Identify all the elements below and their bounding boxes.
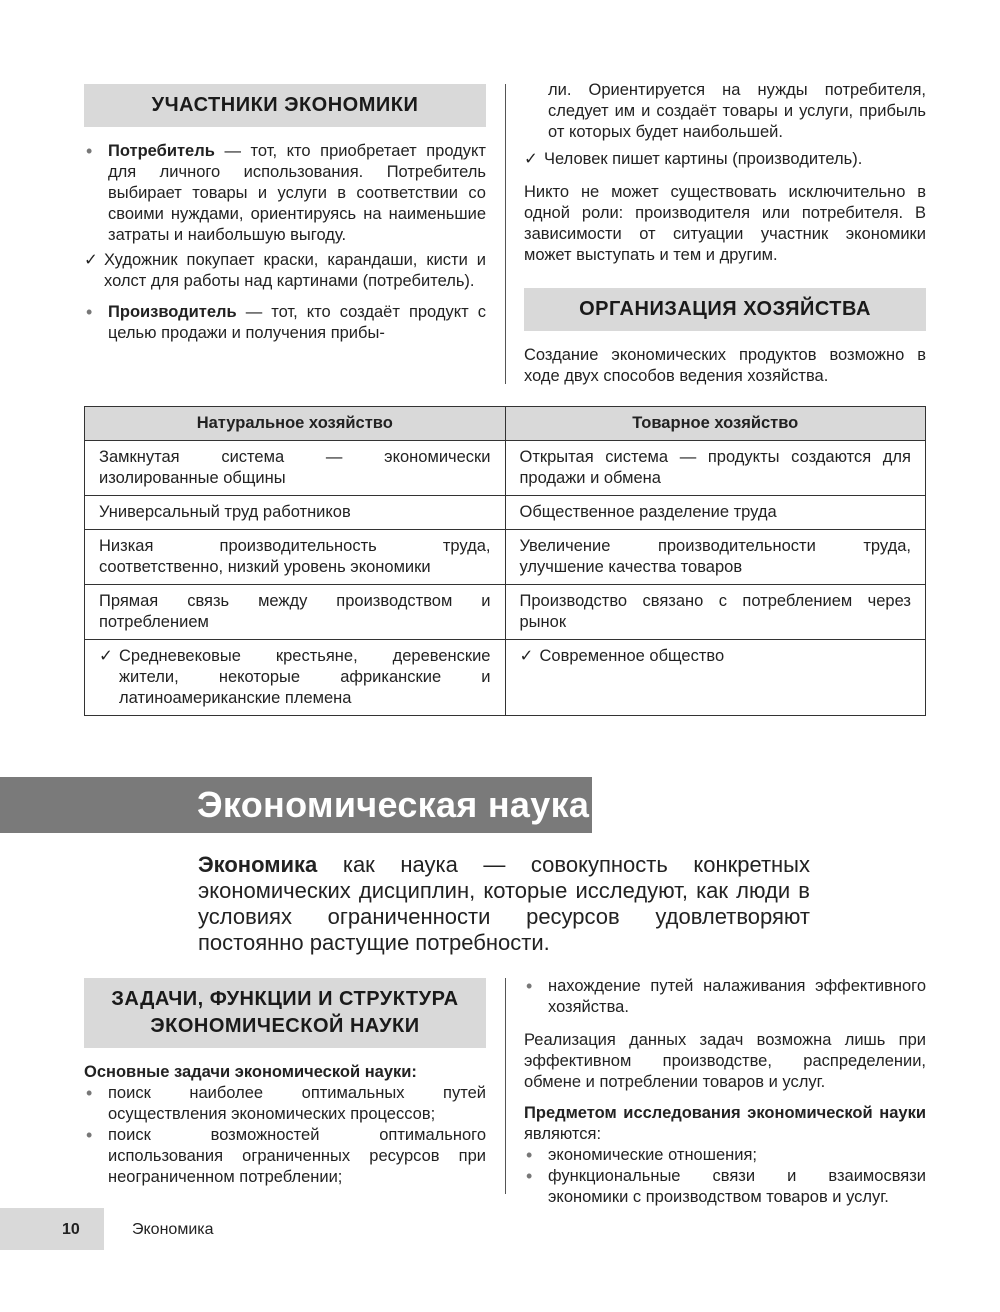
- economy-types-table: [84, 406, 926, 716]
- page-number: 10: [62, 1221, 80, 1238]
- producer-text: — тот, кто создаёт продукт с целью продажи и получения прибы-: [108, 303, 486, 342]
- footer-page-box: [0, 1208, 104, 1250]
- list-item: • поиск возможностей оптимального использования ограниченных ресурсов при неограниченном потреблении;: [84, 1125, 486, 1188]
- table-cell: Прямая связь между производством и потреблением: [85, 585, 506, 640]
- left-column-top: [84, 84, 486, 344]
- consumer-text: — тот, кто приобретает продукт для личного использования. Потребитель выбирает товары и услуги в соответствии со своими нуждами, ориентируясь на наименьшие затраты и наибольшую выгоду.: [108, 142, 486, 244]
- realization-paragraph: Реализация данных задач возможна лишь при эффективном производстве, распределении, обмене и потреблении товаров и услуг.: [524, 1031, 926, 1091]
- list-item: • экономические отношения;: [524, 1145, 926, 1166]
- consumer-definition: [84, 141, 486, 246]
- table-cell: Общественное разделение труда: [505, 496, 926, 530]
- check-icon: ✓: [84, 251, 98, 269]
- subject-paragraph: Предметом исследования экономической науки являются:: [524, 1104, 926, 1143]
- column-divider-top: [505, 84, 506, 384]
- list-item: • поиск наиболее оптимальных путей осуществления экономических процессов;: [84, 1083, 486, 1125]
- check-icon: ✓: [524, 150, 538, 168]
- check-icon: ✓: [99, 647, 113, 665]
- section-heading-participants: УЧАСТНИКИ ЭКОНОМИКИ: [84, 84, 486, 127]
- left-column-bottom: [84, 978, 486, 1188]
- table-cell: Производство связано с потреблением через рынок: [505, 585, 926, 640]
- table-cell: [505, 640, 926, 716]
- table-header-commodity: Товарное хозяйство: [505, 407, 926, 441]
- right-column-bottom: [524, 976, 926, 1208]
- table-row: [85, 496, 926, 530]
- producer-term: Производитель: [108, 303, 237, 321]
- section-heading-organization: ОРГАНИЗАЦИЯ ХОЗЯЙСТВА: [524, 288, 926, 331]
- producer-definition: [84, 302, 486, 344]
- table-row: [85, 640, 926, 716]
- producer-example: ✓ Человек пишет картины (производитель).: [524, 150, 863, 168]
- chapter-banner: Экономическая наука: [0, 777, 592, 833]
- natural-example: ✓ Средневековые крестьяне, деревенские жители, некоторые африканские и латиноамериканские племена: [99, 647, 491, 707]
- producer-text-continued: ли. Ориентируется на нужды потребителя, следует им и создаёт товары и услуги, прибыль от которых будет наибольшей.: [548, 81, 926, 141]
- commodity-example: ✓ Современное общество: [519, 647, 725, 665]
- roles-paragraph: Никто не может существовать исключительно в одной роли: производителя или потребителя. В зависимости от ситуации участник экономики может выступать и тем и другим.: [524, 183, 926, 264]
- table-cell: Увеличение производительности труда, улучшение качества товаров: [505, 530, 926, 585]
- intro-paragraph: Экономика как наука — совокупность конкретных экономических дисциплин, которые исследуют, как люди в условиях ограниченности ресурсов удовлетворяют постоянно растущие потребности.: [198, 852, 810, 955]
- right-column-top: [524, 80, 926, 387]
- table-cell: [85, 640, 506, 716]
- footer-title: Экономика: [132, 1221, 214, 1238]
- organization-paragraph: Создание экономических продуктов возможно в ходе двух способов ведения хозяйства.: [524, 346, 926, 385]
- tasks-title: Основные задачи экономической науки:: [84, 1063, 417, 1081]
- table-cell: Универсальный труд работников: [85, 496, 506, 530]
- list-item: • нахождение путей налаживания эффективного хозяйства.: [524, 976, 926, 1018]
- table-cell: Замкнутая система — экономически изолированные общины: [85, 441, 506, 496]
- section-heading-tasks: ЗАДАЧИ, ФУНКЦИИ И СТРУКТУРА ЭКОНОМИЧЕСКОЙ НАУКИ: [84, 978, 486, 1048]
- table-cell: Открытая система — продукты создаются для продажи и обмена: [505, 441, 926, 496]
- column-divider-bottom: [505, 978, 506, 1194]
- table-row: [85, 530, 926, 585]
- table-row: [85, 585, 926, 640]
- intro-term: Экономика: [198, 852, 318, 877]
- list-item: • функциональные связи и взаимосвязи экономики с производством товаров и услуг.: [524, 1166, 926, 1208]
- consumer-example: ✓ Художник покупает краски, карандаши, кисти и холст для работы над картинами (потребитель).: [84, 251, 486, 290]
- consumer-term: Потребитель: [108, 142, 215, 160]
- table-row: [85, 441, 926, 496]
- table-header-row: [85, 407, 926, 441]
- table-cell: Низкая производительность труда, соответственно, низкий уровень экономики: [85, 530, 506, 585]
- table-header-natural: Натуральное хозяйство: [85, 407, 506, 441]
- check-icon: ✓: [519, 647, 534, 665]
